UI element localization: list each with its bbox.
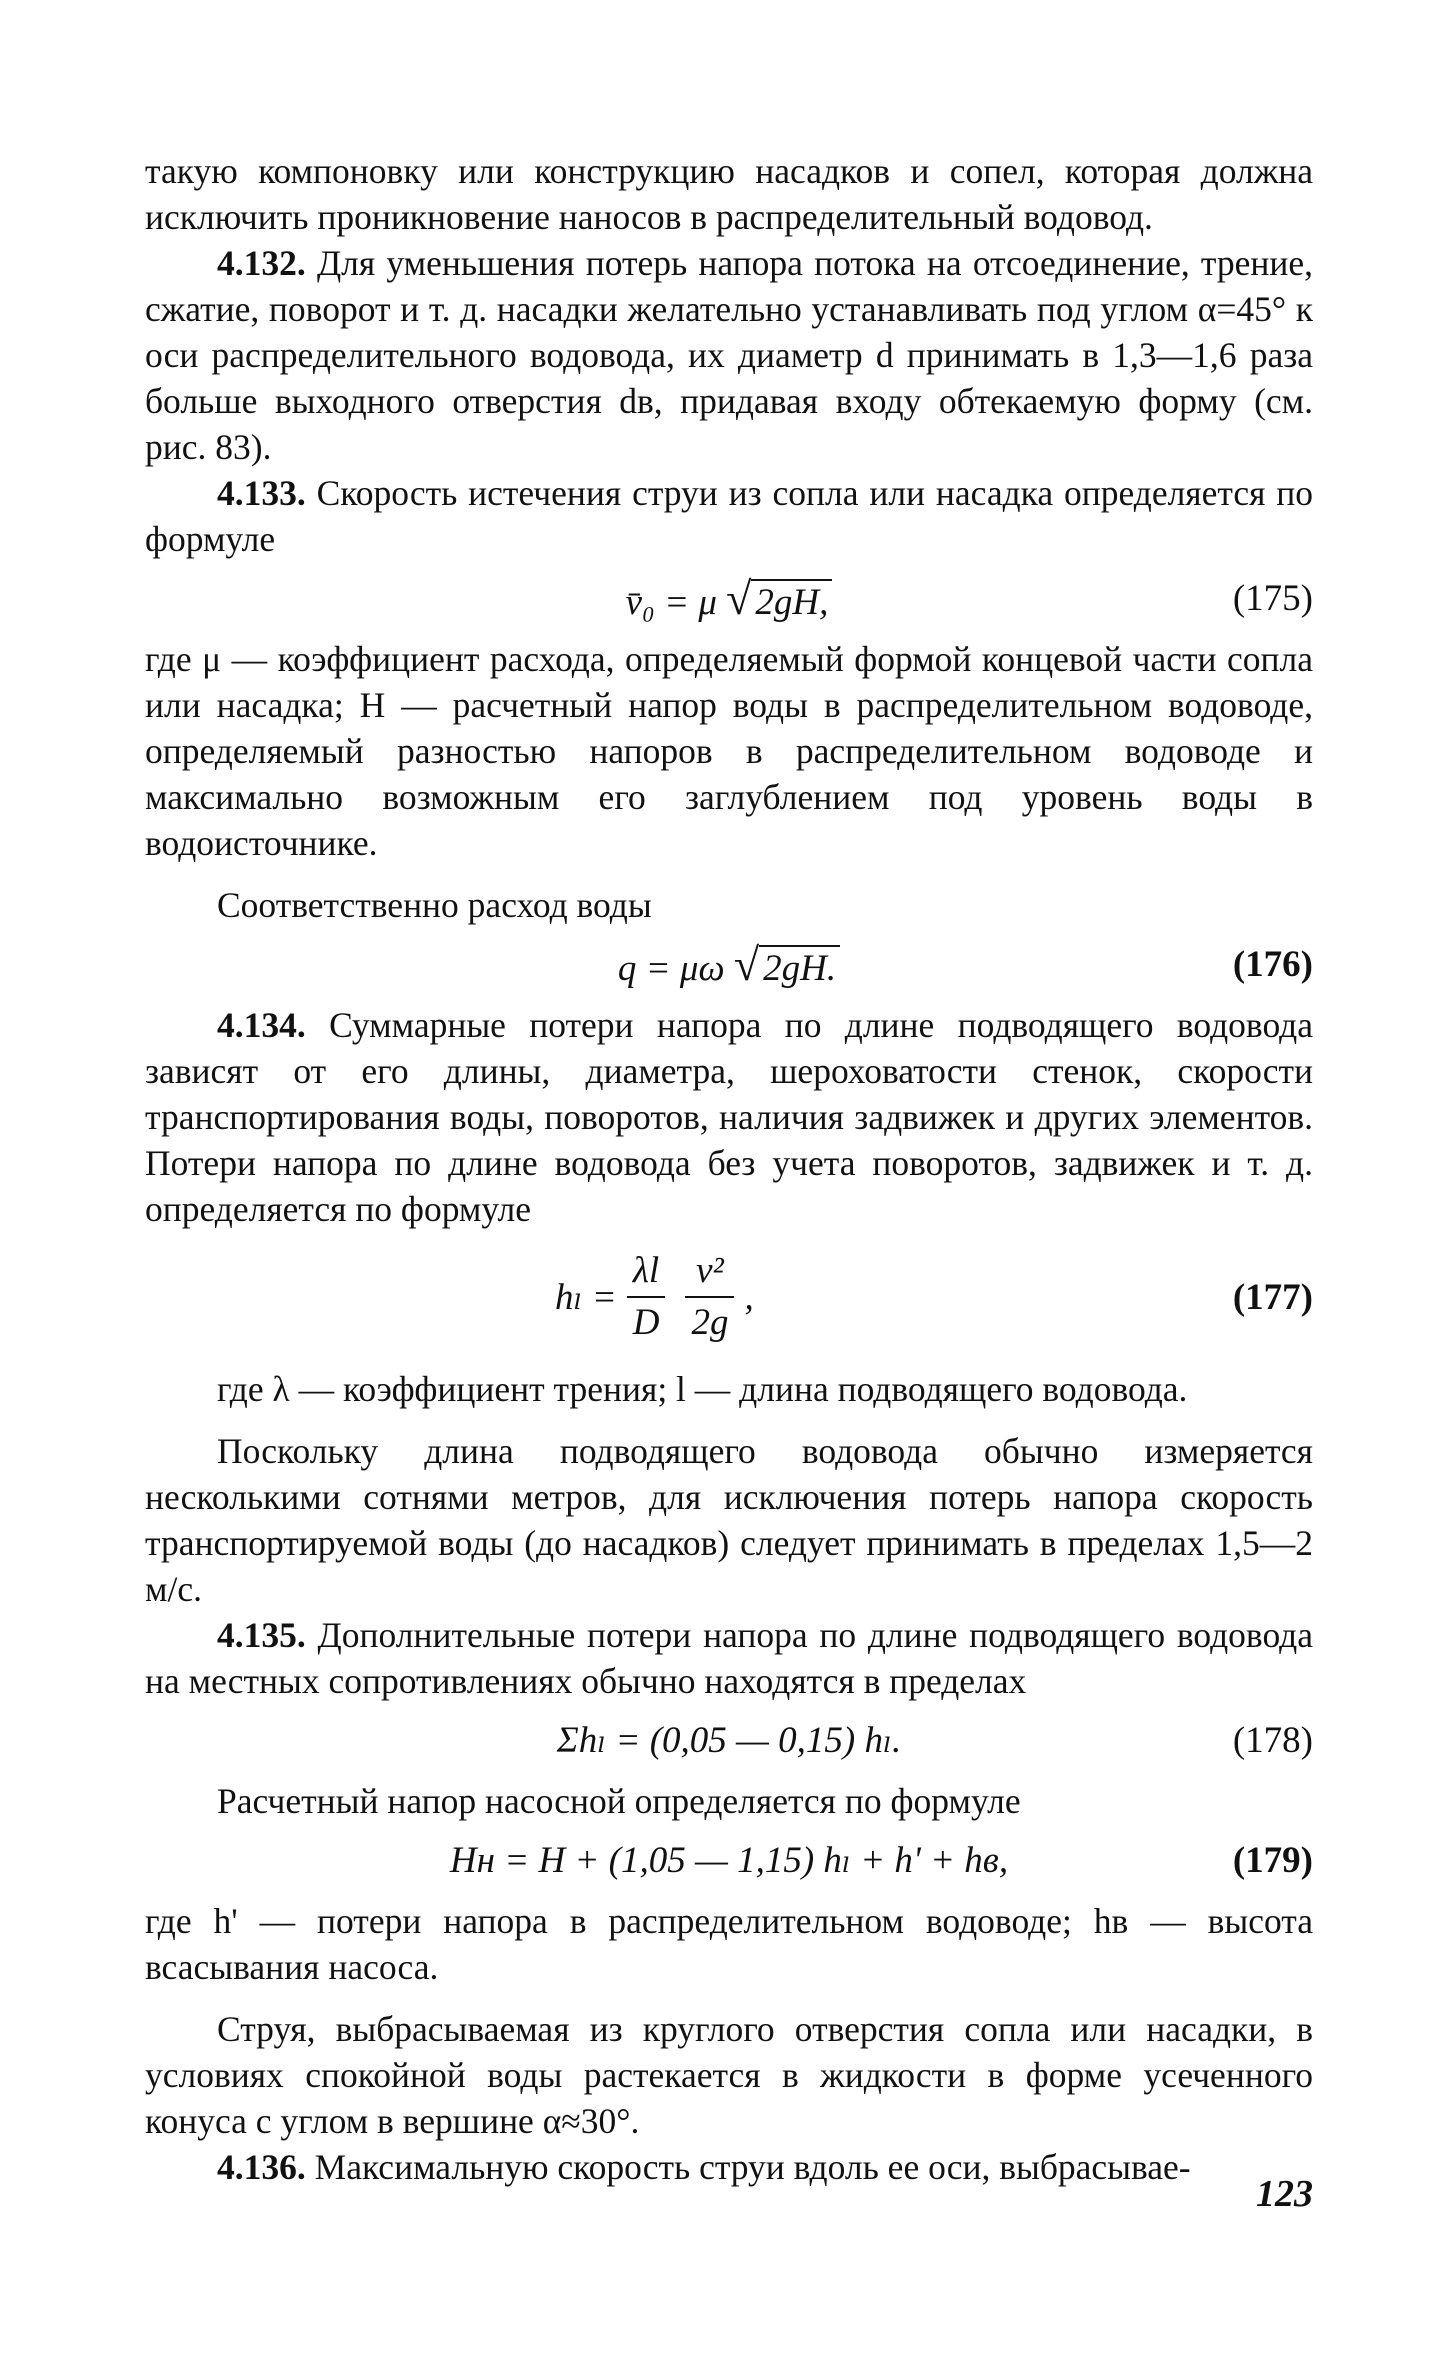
section-number: 4.135. xyxy=(217,1615,306,1655)
paragraph-where-lambda: где λ — коэффициент трения; l — длина подводящего водовода. xyxy=(217,1369,1188,1409)
fraction-v2-over-2g xyxy=(685,1246,734,1348)
formula-179 xyxy=(145,1830,1313,1892)
sqrt-icon: √ xyxy=(726,573,752,624)
paragraph-4-135 xyxy=(145,1612,1313,1704)
paragraph-4-132 xyxy=(145,240,1313,470)
paragraph-pump-head: Расчетный напор насосной определяется по формуле xyxy=(217,1781,1021,1821)
formula-176 xyxy=(145,934,1313,996)
formula-178 xyxy=(145,1710,1313,1772)
fraction-numerator: v² xyxy=(696,1250,724,1291)
formula-number: (177) xyxy=(1232,1277,1313,1318)
formula-number: (175) xyxy=(1232,578,1313,619)
section-number: 4.132. xyxy=(217,243,306,283)
paragraph-4-133 xyxy=(145,470,1313,562)
formula-lhs: hₗ = xyxy=(555,1277,617,1318)
formula-175 xyxy=(145,568,1313,630)
formula-lhs: q = μω xyxy=(617,948,725,989)
formula-comma: , xyxy=(744,1276,754,1318)
formula-expression: Σhₗ = (0,05 — 0,15) hₗ. xyxy=(556,1720,902,1761)
paragraph-where-h: где h' — потери напора в распределительном водоводе; hв — высота всасывания насоса. xyxy=(145,1901,1313,1987)
fraction-denominator: D xyxy=(632,1302,660,1343)
formula-number: (176) xyxy=(1232,944,1313,985)
section-number: 4.133. xyxy=(217,473,306,513)
formula-number: (178) xyxy=(1232,1720,1313,1761)
paragraph-text: Для уменьшения потерь напора потока на отсоединение, трение, сжатие, поворот и т. д. насадки желательно устанавливать под углом α=45° к оси распределительного водовода, их диаметр d принимать в 1,3—1,6 раза больше выходного отверстия dв, придавая входу обтекаемую форму (см. рис. 83). xyxy=(145,243,1313,467)
paragraph-where-mu: где μ — коэффициент расхода, определяемый формой концевой части сопла или насадка; H — расчетный напор воды в распределительном водоводе, определяемый разностью напоров в распределительном водоводе и максимально возможным его заглублением под уровень воды в водоисточнике. xyxy=(145,639,1313,863)
paragraph-4-136 xyxy=(145,2144,1313,2190)
page-number: 123 xyxy=(1256,2173,1313,2215)
fraction-numerator: λl xyxy=(632,1250,660,1291)
paragraph-text: Максимальную скорость струи вдоль ее оси, выбрасывае- xyxy=(305,2147,1191,2187)
sqrt-icon: √ xyxy=(733,939,760,990)
formula-177 xyxy=(145,1238,1313,1356)
formula-radicand: 2gH. xyxy=(759,945,840,991)
fraction-lambda-l-over-d xyxy=(627,1246,666,1348)
paragraph-continued: такую компоновку или конструкцию насадков и сопел, которая должна исключить проникновение наносов в распределительный водовод. xyxy=(145,151,1313,237)
paragraph-jet: Струя, выбрасываемая из круглого отверстия сопла или насадки, в условиях спокойной воды растекается в жидкости в форме усеченного конуса с углом в вершине α≈30°. xyxy=(145,2009,1313,2141)
formula-number: (179) xyxy=(1232,1840,1313,1881)
section-number: 4.134. xyxy=(217,1005,306,1045)
paragraph-velocity: Поскольку длина подводящего водовода обычно измеряется несколькими сотнями метров, для исключения потерь напора скорость транспортируемой воды (до насадков) следует принимать в пределах 1,5—2 м/с. xyxy=(145,1431,1313,1609)
paragraph-text: Суммарные потери напора по длине подводящего водовода зависят от его длины, диаметра, шероховатости стенок, скорости транспортирования воды, поворотов, наличия задвижек и других элементов. Потери напора по длине водовода без учета поворотов, задвижек и т. д. определяется по формуле xyxy=(145,1005,1313,1229)
paragraph-4-134 xyxy=(145,1002,1313,1232)
section-number: 4.136. xyxy=(217,2147,306,2187)
paragraph-text: Дополнительные потери напора по длине подводящего водовода на местных сопротивлениях обычно находятся в пределах xyxy=(145,1615,1313,1701)
paragraph-flow: Соответственно расход воды xyxy=(217,885,652,925)
document-page xyxy=(145,148,1313,2190)
formula-radicand: 2gH, xyxy=(751,579,832,625)
paragraph-text: Скорость истечения струи из сопла или насадка определяется по формуле xyxy=(145,473,1313,559)
formula-expression: Hн = H + (1,05 — 1,15) hₗ + h' + hв, xyxy=(449,1840,1009,1881)
fraction-denominator: 2g xyxy=(691,1302,729,1343)
formula-lhs: v̄₀ = μ xyxy=(625,582,717,623)
